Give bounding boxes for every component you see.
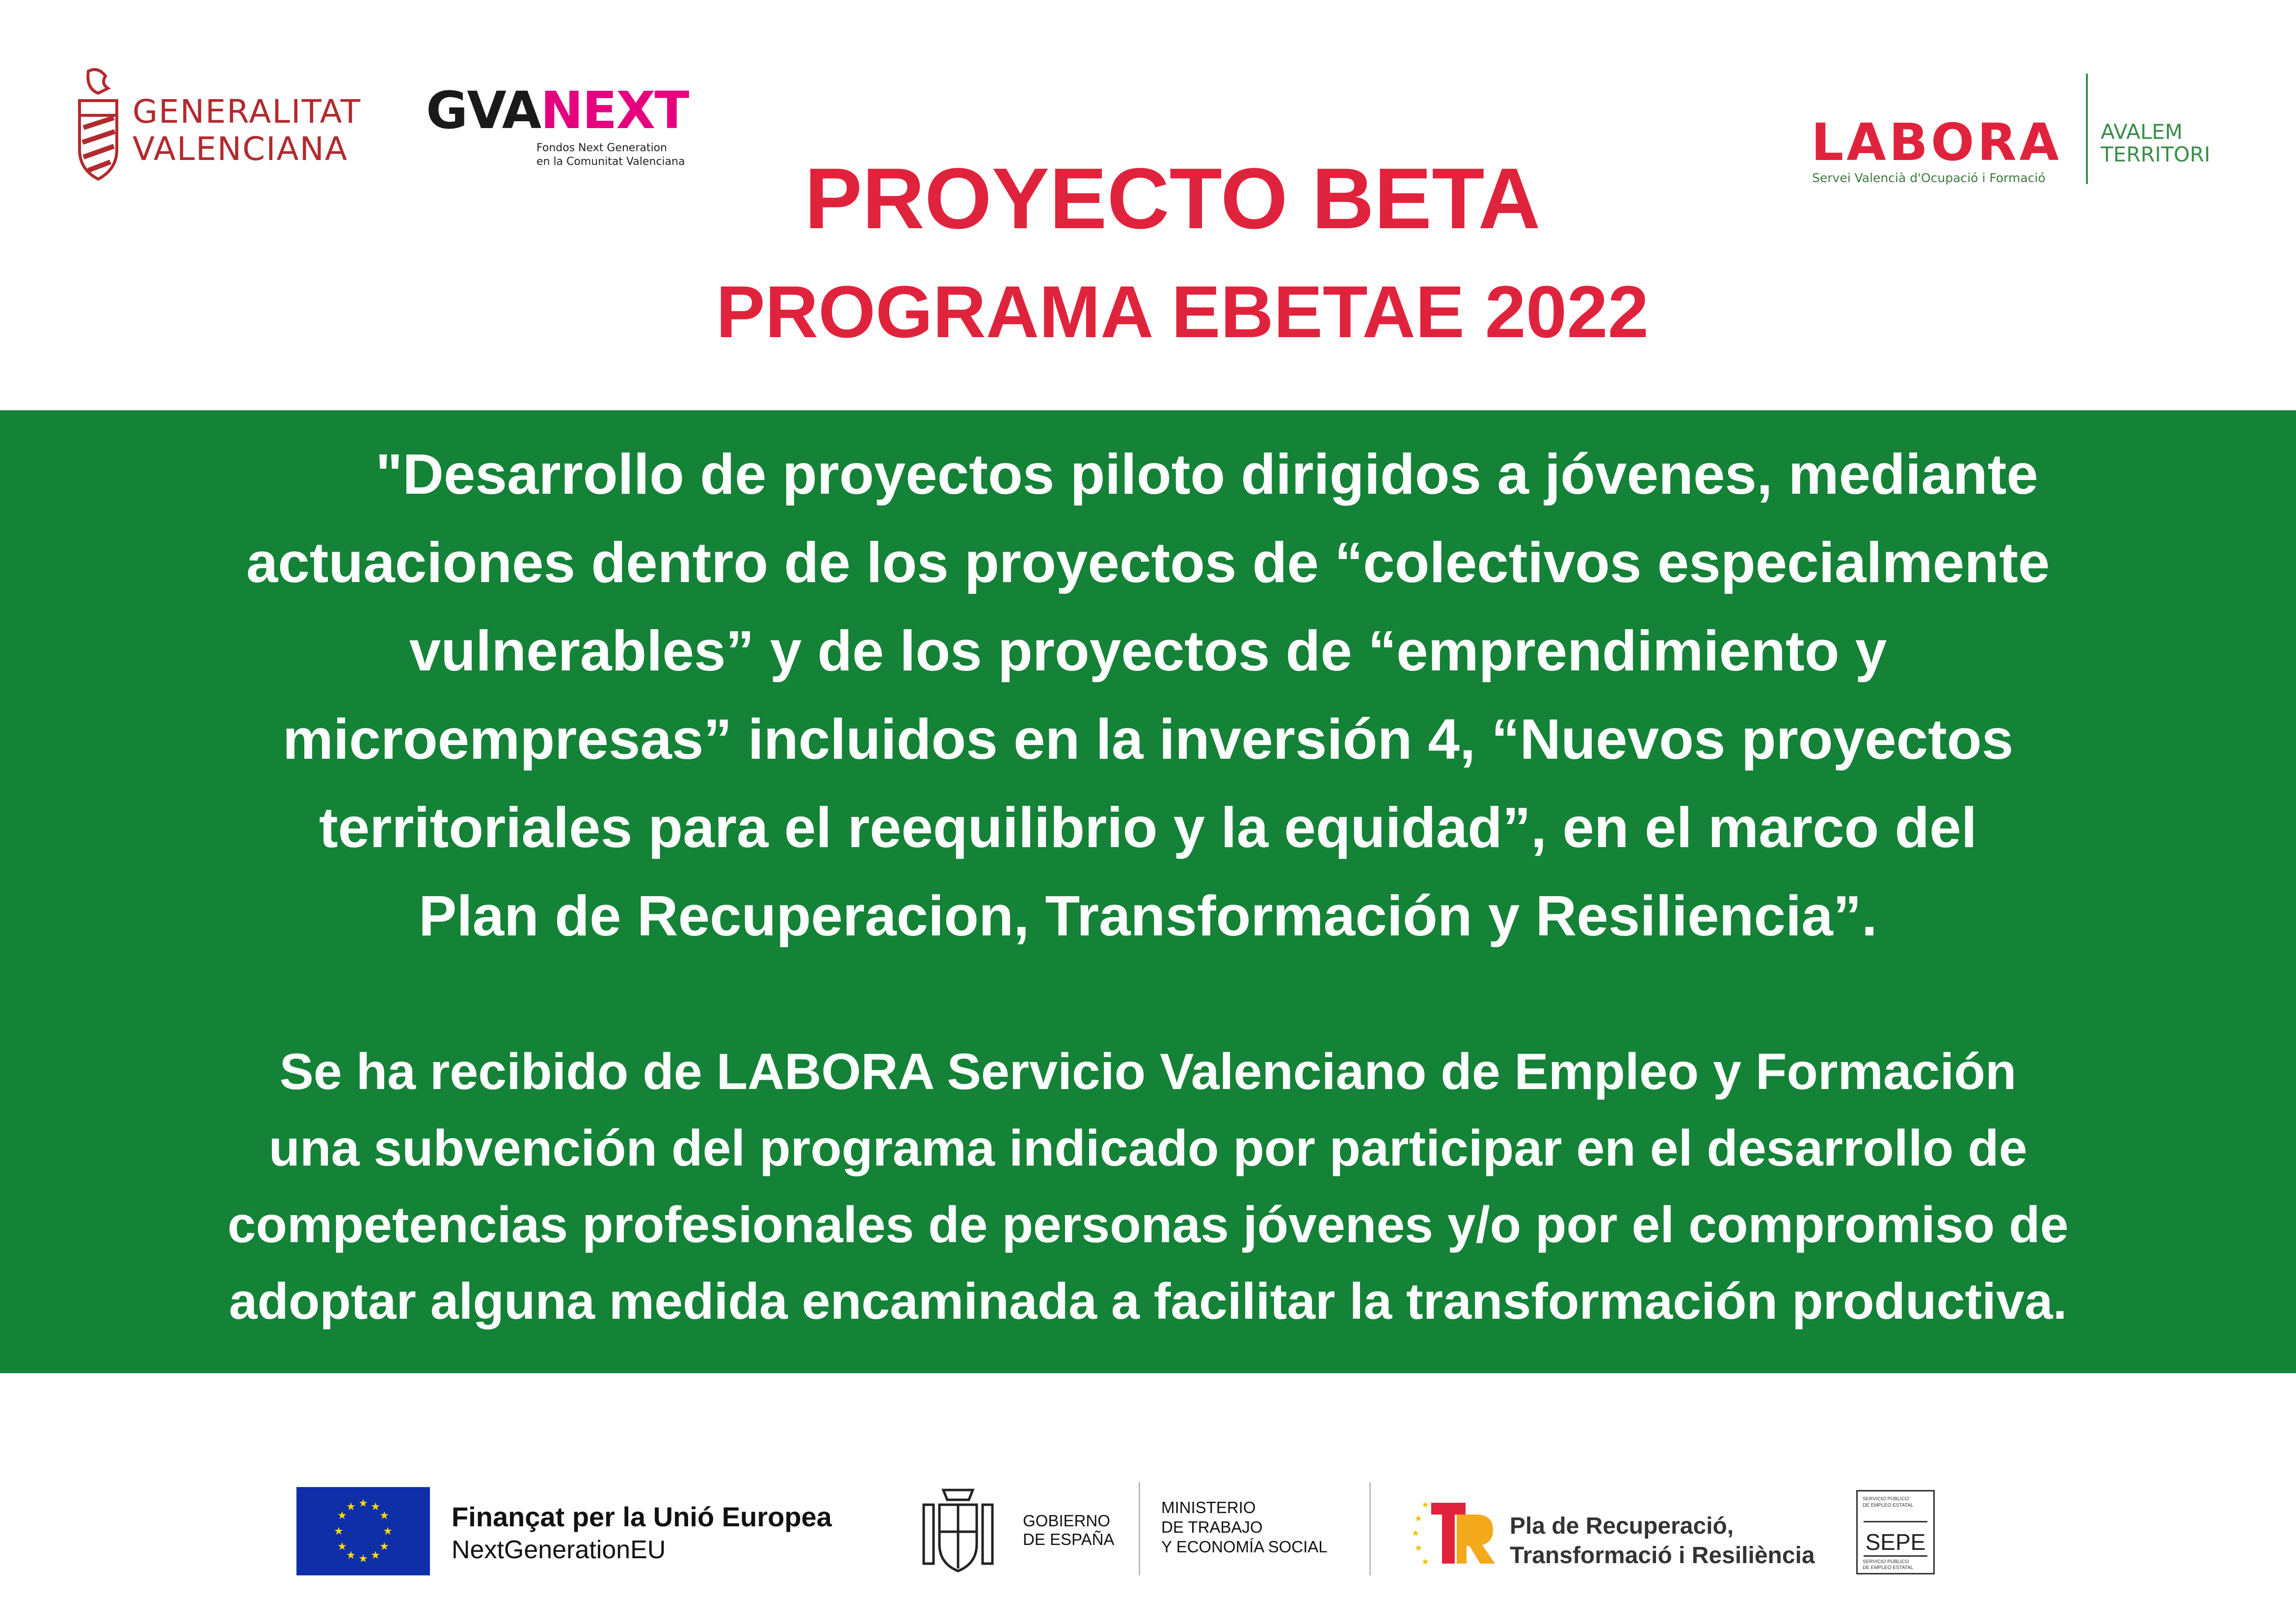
quote-line-text: "Desarrollo de proyectos piloto dirigidos a jóvenes, mediante	[375, 442, 2038, 506]
labora-slogan-line2: TERRITORI	[2101, 142, 2211, 166]
gobierno-line1: GOBIERNO	[1023, 1512, 1110, 1530]
ministerio-label	[1161, 1498, 1328, 1557]
quote-line: Plan de Recuperacion, Transformación y Resiliencia”.	[419, 884, 1877, 948]
eu-nextgeneration-label: NextGenerationEU	[452, 1536, 666, 1564]
svg-text:★: ★	[379, 1541, 389, 1553]
svg-text:★: ★	[334, 1525, 344, 1538]
gvanext-word-next: NEXT	[540, 80, 689, 140]
svg-text:★: ★	[1421, 1500, 1430, 1510]
gvanext-tagline-line1: Fondos Next Generation	[536, 142, 667, 154]
gva-wordmark-line2: VALENCIANA	[133, 130, 348, 168]
sepe-top-line2: DE EMPLEO ESTATAL	[1863, 1503, 1914, 1508]
quote-line: vulnerables” y de los proyectos de “emprendimiento y	[409, 619, 1887, 683]
labora-tagline: Servei Valencià d'Ocupació i Formació	[1812, 171, 2046, 185]
page-subtitle: PROGRAMA EBETAE 2022	[716, 270, 1649, 353]
sepe-rule	[1864, 1521, 1927, 1522]
svg-text:★: ★	[346, 1501, 356, 1513]
green-info-panel	[0, 410, 2296, 1373]
svg-text:★: ★	[1414, 1514, 1423, 1524]
quote-line	[10, 430, 2286, 518]
svg-text:★: ★	[358, 1553, 368, 1565]
svg-text:★: ★	[337, 1541, 347, 1553]
sepe-rule	[1864, 1555, 1927, 1557]
svg-text:★: ★	[1412, 1528, 1420, 1539]
sepe-wordmark: SEPE	[1865, 1529, 1926, 1555]
sepe-top-line1: SERVICIO PÚBLICO	[1863, 1496, 1909, 1502]
ministerio-line2: DE TRABAJO	[1161, 1518, 1263, 1536]
quote-line: territoriales para el reequilibrio y la equidad”, en el marco del	[319, 796, 1977, 859]
eu-flag-icon	[296, 1487, 430, 1575]
gobierno-line2: DE ESPAÑA	[1023, 1530, 1115, 1548]
gvanext-tagline-line2: en la Comunitat Valenciana	[536, 156, 685, 168]
subsidy-notice	[10, 1034, 2286, 1340]
sepe-logo	[1856, 1490, 1935, 1574]
ministerio-line3: Y ECONOMÍA SOCIAL	[1161, 1538, 1328, 1556]
ministerio-line1: MINISTERIO	[1161, 1498, 1256, 1517]
plan-recuperacion-label	[1510, 1512, 1815, 1570]
notice-line: competencias profesionales de personas jóvenes y/o por el compromiso de	[227, 1197, 2069, 1253]
gobierno-espana-label	[1023, 1512, 1114, 1549]
eu-funding-label: Finançat per la Unió Europea	[452, 1501, 832, 1532]
quote-line: actuaciones dentro de los proyectos de “colectivos especialmente	[246, 531, 2050, 594]
labora-wordmark: LABORA	[1811, 112, 2062, 172]
sepe-bottom-line2: DE EMPLEO ESTATAL	[1863, 1565, 1914, 1570]
quote-line: microempresas” incluidos en la inversión 4, “Nuevos proyectos	[282, 707, 2014, 771]
gva-wordmark-line1: GENERALITAT	[133, 93, 362, 131]
notice-line: una subvención del programa indicado por participar en el desarrollo de	[268, 1120, 2028, 1177]
svg-text:★: ★	[1421, 1557, 1430, 1567]
notice-line: Se ha recibido de LABORA Servicio Valenciano de Empleo y Formación	[279, 1043, 2017, 1100]
sepe-bottom-line1: SERVICIO PÚBLICO	[1863, 1559, 1909, 1565]
spain-coat-of-arms-icon	[909, 1480, 1007, 1578]
svg-text:★: ★	[383, 1525, 393, 1538]
gvanext-word-gva: GVA	[426, 80, 541, 140]
gvanext-wordmark	[426, 80, 689, 140]
svg-text:★: ★	[371, 1549, 380, 1562]
notice-line: adoptar alguna medida encaminada a facilitar la transformación productiva.	[229, 1273, 2067, 1330]
svg-text:★: ★	[371, 1501, 380, 1513]
svg-text:★: ★	[358, 1497, 368, 1510]
svg-text:★: ★	[337, 1510, 347, 1522]
footer-divider	[1139, 1482, 1140, 1575]
page-title: PROYECTO BETA	[804, 151, 1541, 247]
program-description	[10, 410, 2286, 960]
plan-line1: Pla de Recuperació,	[1510, 1513, 1734, 1539]
plan-line2: Transformació i Resiliència	[1510, 1543, 1815, 1569]
svg-text:★: ★	[1414, 1543, 1423, 1553]
footer-divider	[1369, 1482, 1371, 1575]
svg-text:★: ★	[346, 1549, 356, 1562]
svg-text:★: ★	[379, 1510, 389, 1522]
labora-slogan-line1: AVALEM	[2101, 120, 2183, 144]
prtr-logo-icon	[1412, 1493, 1500, 1571]
